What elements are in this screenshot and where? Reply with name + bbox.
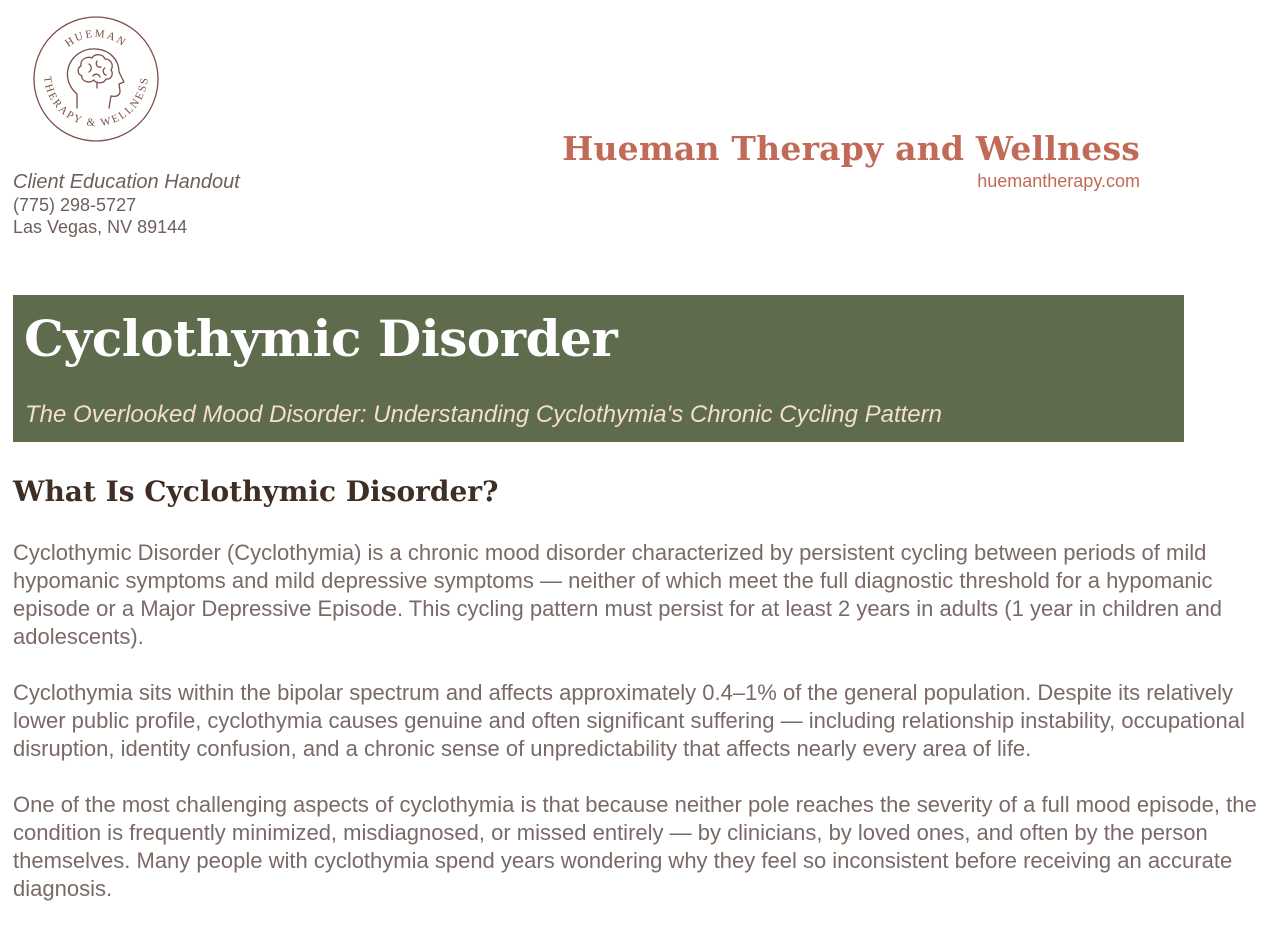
contact-block	[13, 170, 240, 238]
logo	[31, 14, 161, 144]
head-brain-icon	[67, 49, 124, 108]
paragraph: Cyclothymic Disorder (Cyclothymia) is a chronic mood disorder characterized by persistent cycling between periods of mild hypomanic symptoms and mild depressive symptoms — neither of which meet the full diagnostic threshold for a hypomanic episode or a Major Depressive Episode. This cycling pattern must persist for at least 2 years in adults (1 year in children and adolescents).	[13, 540, 1222, 649]
paragraph: Cyclothymia sits within the bipolar spectrum and affects approximately 0.4–1% of the general population. Despite its relatively lower public profile, cyclothymia causes genuine and often significant suffering — including relationship instability, occupational disruption, identity confusion, and a chronic sense of unpredictability that affects nearly every area of life.	[13, 680, 1245, 761]
paragraph: One of the most challenging aspects of cyclothymia is that because neither pole reaches the severity of a full mood episode, the condition is frequently minimized, misdiagnosed, or missed entirely — by clinicians, by loved ones, and often by the person themselves. Many people with cyclothymia spend years wondering why they feel so inconsistent before receiving an accurate diagnosis.	[13, 792, 1257, 901]
handout-label: Client Education Handout	[13, 171, 240, 193]
website-link[interactable]: huemantherapy.com	[977, 171, 1140, 191]
phone-number: (775) 298-5727	[13, 195, 137, 215]
brand-block	[562, 128, 1140, 192]
brand-name: Hueman Therapy and Wellness	[562, 129, 1140, 168]
page-title: Cyclothymic Disorder	[24, 309, 618, 368]
section-body	[13, 539, 1275, 931]
logo-top-text: HUEMAN	[63, 27, 129, 50]
logo-bottom-text: THERAPY & WELLNESS	[40, 75, 152, 130]
location: Las Vegas, NV 89144	[13, 217, 188, 237]
title-banner	[13, 295, 1184, 442]
section-heading: What Is Cyclothymic Disorder?	[13, 475, 499, 508]
page-subtitle: The Overlooked Mood Disorder: Understanding Cyclothymia's Chronic Cycling Pattern	[25, 401, 942, 428]
logo-emblem	[31, 14, 161, 144]
